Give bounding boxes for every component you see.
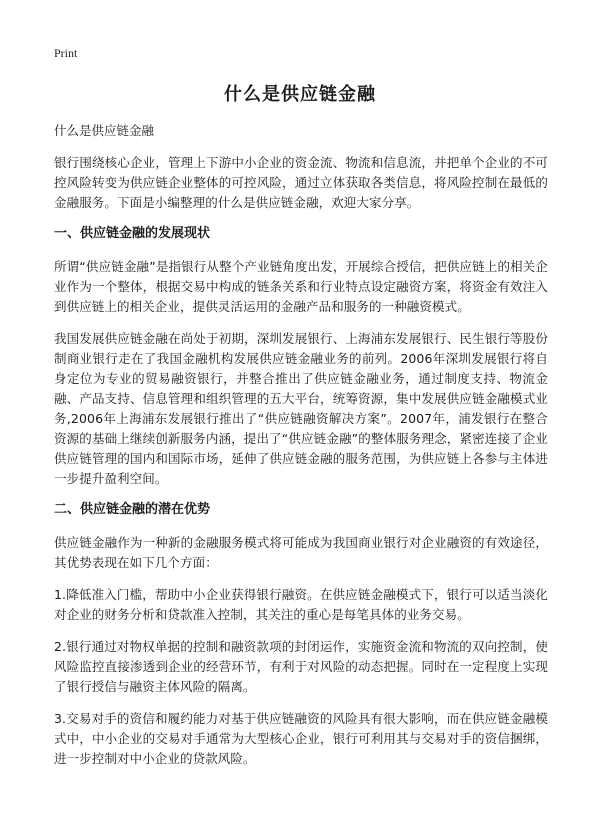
- list-paragraph: 2.银行通过对物权单据的控制和融资款项的封闭运作，实施资金流和物流的双向控制，使风险监控直接渗透到企业的经营环节，有利于对风险的动态把握。同时在一定程度上实现了银行授信与融资主体风险的隔离。: [54, 639, 548, 694]
- intro-paragraph: 银行围绕核心企业，管理上下游中小企业的资金流、物流和信息流，并把单个企业的不可控风险转变为供应链企业整体的可控风险，通过立体获取各类信息，将风险控制在最低的金融服务。下面是小编整理的什么是供应链金融，欢迎大家分享。: [54, 155, 548, 210]
- list-paragraph: 1.降低准入门槛，帮助中小企业获得银行融资。在供应链金融模式下，银行可以适当淡化对企业的财务分析和贷款准入控制，其关注的重心是每笔具体的业务交易。: [54, 587, 548, 622]
- section-heading: 一、供应链金融的发展现状: [54, 226, 211, 241]
- document-subtitle: 什么是供应链金融: [54, 123, 155, 138]
- body-paragraph: 我国发展供应链金融在尚处于初期，深圳发展银行、上海浦东发展银行、民生银行等股份制商业银行走在了我国金融机构发展供应链金融业务的前列。2006年深圳发展银行将自身定位为专业的贸易融资银行，并整合推出了供应链金融业务，通过制度支持、物流金融、产品支持、信息管理和组织管理的五大平台，统筹资源，集中发展供应链金融模式业务,2006年上海浦东发展银行推出了“供应链融资解决方案”。2007年，浦发银行在整合资源的基础上继续创新服务内涵，提出了“供应链金融”的整体服务理念，紧密连接了企业供应链管理的国内和国际市场，延伸了供应链金融的服务范围，为供应链上各参与主体进一步提升盈利空间。: [54, 331, 548, 486]
- section-heading: 二、供应链金融的潜在优势: [54, 502, 211, 517]
- document-body: [54, 121, 548, 781]
- body-paragraph: 供应链金融作为一种新的金融服务模式将可能成为我国商业银行对企业融资的有效途径，其优势表现在如下几个方面：: [54, 535, 548, 570]
- print-link[interactable]: Print: [54, 46, 78, 60]
- page-title: 什么是供应链金融: [224, 84, 376, 105]
- list-paragraph: 3.交易对手的资信和履约能力对基于供应链融资的风险具有很大影响，而在供应链金融模式中，中小企业的交易对手通常为大型核心企业，银行可利用其与交易对手的资信捆绑，进一步控制对中小企业的贷款风险。: [54, 711, 548, 766]
- body-paragraph: 所谓“供应链金融”是指银行从整个产业链角度出发，开展综合授信，把供应链上的相关企业作为一个整体，根据交易中构成的链条关系和行业特点设定融资方案，将资金有效注入到供应链上的相关企业，提供灵活运用的金融产品和服务的一种融资模式。: [54, 259, 548, 314]
